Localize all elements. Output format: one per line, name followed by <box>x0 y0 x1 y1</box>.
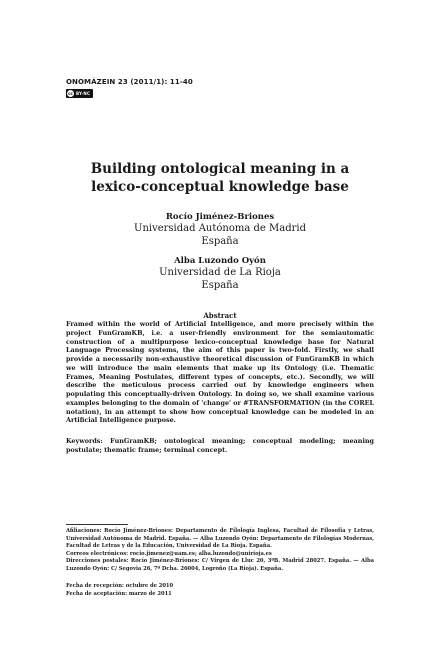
author-2-institution: Universidad de La Rioja <box>159 267 281 278</box>
journal-citation: ONOMÁZEIN 23 (2011/1): 11-40 <box>66 78 193 86</box>
author-1-name: Rocío Jiménez-Briones <box>165 212 275 222</box>
cc-icon: cc <box>68 91 73 96</box>
author-2-country: España <box>201 280 239 291</box>
footnote-affiliation: Afiliaciones: Rocío Jiménez-Briones: Departamento de Filología Inglesa, Facultad de Filosofía y Letras, Universidad Autónoma de Madrid. España. — Alba Luzondo Oyón: Departamento de Filologías Modernas, Facultad de Letras y de la Educación, Universidad de La Rioja. España. <box>66 528 374 550</box>
date-accepted: Fecha de aceptación: marzo de 2011 <box>66 590 172 597</box>
title-line-2: lexico-conceptual knowledge base <box>91 179 349 195</box>
abstract-text: Framed within the world of Artificial Intelligence, and more precisely within the project FunGramKB, i.e. a user-friendly environment for the semiautomatic construction of a multipurpose lexico-conceptual knowledge base for Natural Language Processing systems, the aim of this paper is two-fold. Firstly, we shall provide a necessarily non-exhaustive theoretical discussion of FunGramKB in which we will introduce the main elements that make up its Ontology (i.e. Thematic Frames, Meaning Postulates, different types of concepts, etc.). Secondly, we will describe the meticulous process carried out by knowledge engineers when populating this conceptually-driven Ontology. In doing so, we shall examine various examples belonging to the domain of 'change' or #TRANSFORMATION (in the COREL notation), in an attempt to show how conceptual knowledge can be modeled in an Artificial Intelligence purpose. <box>66 320 374 425</box>
license-badge[interactable] <box>66 89 93 98</box>
author-1-institution: Universidad Autónoma de Madrid <box>134 223 306 234</box>
footnote-email: Correos electrónicos: rocio.jimenez@uam.es; alba.luzondo@unirioja.es <box>66 550 272 557</box>
abstract-heading: Abstract <box>203 311 237 320</box>
keywords <box>66 437 374 455</box>
license-text: BY-NC <box>76 91 91 96</box>
footnotes <box>66 528 374 574</box>
author-2-name: Alba Luzondo Oyón <box>174 256 266 266</box>
submission-dates <box>66 583 374 598</box>
author-1-country: España <box>201 236 239 247</box>
footnote-divider <box>66 524 128 525</box>
date-received: Fecha de recepción: octubre de 2010 <box>66 583 174 589</box>
article-title <box>66 160 374 196</box>
keywords-label: Keywords: <box>66 437 103 445</box>
footnote-postal: Direcciones postales: Rocío Jiménez-Briones: C/ Virgen de Lluc 20, 3ºB. Madrid 28027. España. — Alba Luzondo Oyón: C/ Segovia 26, 7º Dcha. 26004, Logroño (La Rioja). España. <box>66 558 374 572</box>
keywords-list: FunGramKB; ontological meaning; conceptual modeling; meaning postulate; thematic frame; terminal concept. <box>66 437 374 454</box>
title-line-1: Building ontological meaning in a <box>90 161 350 177</box>
